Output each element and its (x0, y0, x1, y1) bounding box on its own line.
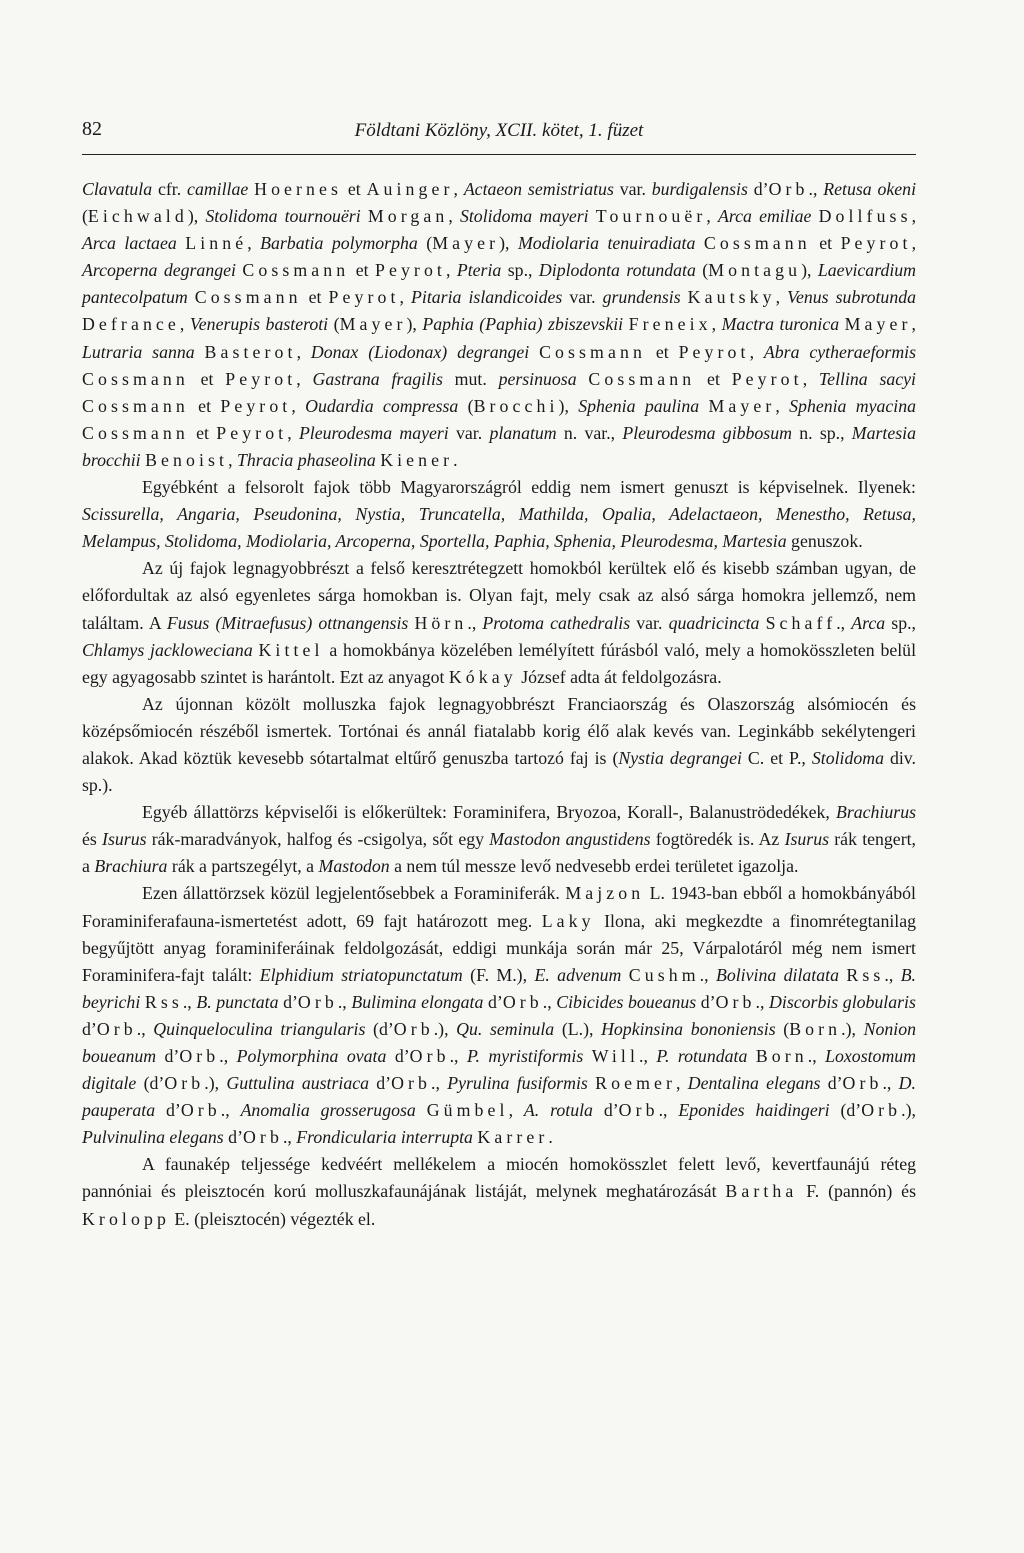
paragraph (82, 1151, 916, 1232)
taxon-name: Gastrana fragilis (312, 368, 443, 389)
author-name: Cossmann (703, 233, 811, 254)
taxon-name: Venerupis basteroti (189, 314, 329, 335)
author-name: Orb (861, 1100, 902, 1121)
taxon-name: Nystia degrangei (618, 747, 742, 768)
taxon-name: Oudardia compressa (305, 395, 459, 416)
text-run: fogtöredék is. Az (650, 829, 785, 850)
taxon-name: Eponides haidingeri (678, 1100, 830, 1121)
text-run: . (453, 449, 458, 470)
text-run: ), (406, 314, 423, 335)
taxon-name: Stolidoma mayeri (459, 206, 589, 227)
text-run: , (775, 395, 790, 416)
taxon-name: Bolivina dilatata (715, 964, 839, 985)
taxon-name: Fusus (Mitraefusus) ottnangensis (166, 612, 409, 633)
taxon-name: Chlamys jackloweciana (82, 639, 253, 660)
author-name: Rss (846, 964, 885, 985)
author-name: Brocchi (473, 395, 559, 416)
author-name: Cossmann (82, 422, 189, 443)
text-run: ., (542, 991, 557, 1012)
taxon-name: Arca emiliae (718, 206, 812, 227)
text-run: d’ (747, 179, 769, 199)
author-name: Orb (164, 1073, 205, 1094)
journal-title: Földtani Közlöny, XCII. kötet, 1. füzet (354, 120, 644, 141)
taxon-name: Donax (Liodonax) degrangei (310, 341, 530, 362)
author-name: Peyrot (840, 233, 912, 254)
author-name: Basterot (204, 341, 297, 362)
author-name: Orb (618, 1100, 659, 1121)
author-name: Cushm (628, 964, 700, 985)
text-run: (L.), (554, 1018, 602, 1039)
taxon-name: Actaeon semistriatus (463, 179, 614, 199)
taxon-name: Pulvinulina elegans (82, 1127, 224, 1148)
taxon-name: D. pauperata (82, 1073, 916, 1121)
taxon-name: Arca (851, 612, 886, 633)
taxon-name: B. beyrichi (82, 964, 916, 1012)
text-run: et (695, 368, 732, 389)
text-run: , (911, 206, 917, 227)
taxon-name: Pyrulina fusiformis (447, 1073, 588, 1094)
taxon-name: Pitaria islandicoides (411, 287, 563, 308)
text-run: , (296, 341, 311, 362)
taxon-name: camillae (187, 179, 249, 199)
text-run: rák a partszegélyt, a (167, 856, 319, 877)
text-run: ., (808, 179, 824, 199)
taxon-name: Pleurodesma gibbosum (622, 422, 792, 443)
text-run (529, 342, 539, 362)
taxon-name: Arcoperna degrangei (82, 260, 236, 281)
taxon-name: Elphidium striatopunctatum (259, 964, 463, 985)
taxon-name: Protoma cathedralis (482, 612, 631, 633)
text-run: , (508, 1100, 524, 1121)
text-run: ., (282, 1127, 297, 1148)
text-run: C. et P., (741, 747, 812, 768)
text-run: , (445, 260, 457, 281)
taxon-name: Mastodon angustidens (489, 829, 651, 850)
taxon-name: quadricincta (668, 612, 760, 633)
text-run (177, 233, 186, 253)
taxon-name: Martesia brocchii (82, 422, 917, 470)
text-run: , (706, 206, 719, 227)
taxon-name: Hopkinsina bononiensis (601, 1018, 776, 1039)
text-run: Az újonnan közölt molluszka fajok legnagyobbrészt Franciaország és Olaszország alsómiocén és középsőmiocén részéből ismertek. Tortónai és annál fiatalabb korig élő alak kevés van. Leginkább sekélytengeri alakok. Akad köztük kevesebb sótartalmat eltűrő genuszba tartozó faj is ( (82, 693, 916, 768)
author-name: Orb (243, 1127, 283, 1148)
text-run: rák-maradványok, halfog és -csigolya, sőt egy (146, 829, 490, 850)
taxon-name: Mastodon (318, 856, 390, 877)
taxon-name: Anomalia grosserugosa (240, 1100, 416, 1121)
author-name: Orb (180, 1100, 221, 1121)
text-run: , (296, 368, 313, 389)
paragraph (82, 474, 916, 555)
author-name: Kókay (448, 666, 517, 687)
author-name: Gümbel (426, 1100, 509, 1121)
author-name: Born (755, 1046, 808, 1066)
text-run (811, 206, 818, 226)
taxon-name: Sphenia myacina (789, 395, 916, 416)
taxon-name: A. rotula (523, 1100, 593, 1121)
taxon-name: Guttulina austriaca (226, 1073, 369, 1094)
text-run (695, 233, 704, 253)
text-run (699, 396, 708, 416)
running-header (82, 118, 916, 155)
taxon-name: Barbatia polymorpha (260, 233, 418, 254)
text-run: (F. M.), (462, 964, 535, 985)
author-name: Cossmann (242, 260, 350, 281)
paragraph (82, 880, 916, 1151)
text-run: ( (328, 314, 340, 335)
taxon-name: Isurus (102, 829, 147, 850)
taxon-name: Isurus (784, 829, 830, 850)
taxon-name: P. myristiformis (466, 1046, 584, 1066)
taxon-name: Frondicularia interrupta (296, 1127, 473, 1148)
taxon-name: P. rotundata (656, 1046, 748, 1066)
author-name: Auinger (366, 179, 454, 199)
text-run: , (291, 395, 306, 416)
text-run: d’ (386, 1046, 410, 1066)
text-run: .), (204, 1073, 227, 1094)
author-name: Peyrot (731, 368, 803, 389)
taxon-name: Lutraria sanna (82, 341, 195, 362)
text-run (583, 1046, 591, 1066)
text-run: ., (836, 612, 852, 633)
taxon-name: Mactra turonica (721, 314, 840, 335)
author-name: Cossmann (82, 368, 189, 389)
text-run: d’ (278, 991, 298, 1012)
text-run: , (911, 233, 917, 254)
text-run (747, 1046, 755, 1066)
text-run: genuszok. (786, 531, 863, 552)
text-run: , (775, 287, 788, 308)
author-name: Mayer (432, 233, 500, 254)
text-run: , (676, 1073, 688, 1094)
taxon-name: Pteria (456, 260, 502, 281)
text-run: ( (417, 233, 433, 254)
text-run: var. (613, 179, 652, 199)
taxon-name: Brachiurus (835, 802, 916, 823)
author-name: Peyrot (225, 368, 297, 389)
author-name: Peyrot (374, 260, 446, 281)
text-run: , (179, 314, 190, 335)
author-name: Orb (179, 1046, 220, 1066)
text-run: .), (433, 1018, 457, 1039)
taxon-name: Tellina sacyi (818, 368, 916, 389)
author-name: Karrer (477, 1127, 549, 1148)
text-run: Egyéb állattörzs képviselői is előkerültek: Foraminifera, Bryozoa, Korall-, Balanuströdedékek, (142, 802, 836, 823)
text-run: (d’ (365, 1018, 394, 1039)
author-name: Orb (391, 1073, 432, 1094)
taxon-name: Polymorphina ovata (236, 1046, 387, 1066)
taxon-name: Nonion boueanum (82, 1018, 916, 1066)
author-name: Born (789, 1018, 842, 1039)
text-run: div. sp.). (82, 747, 916, 796)
author-name: Peyrot (328, 287, 400, 308)
taxon-name: Cibicides boueanus (556, 991, 697, 1012)
author-name: Orb (842, 1073, 883, 1094)
taxon-name: Modiolaria tenuiradiata (517, 233, 696, 254)
taxon-name: Diplodonta rotundata (538, 260, 696, 281)
text-run: ., (639, 1046, 657, 1066)
paragraph (82, 555, 916, 690)
text-run: , (802, 368, 819, 389)
author-name: Schaff (765, 612, 837, 633)
text-run: ( (82, 206, 88, 227)
text-run: ), (499, 233, 518, 254)
text-run: Ezen állattörzsek közül legjelentősebbek a Foraminiferák. (142, 883, 566, 904)
text-run: ., (882, 1073, 899, 1094)
text-run: ., (337, 991, 352, 1012)
text-run (577, 369, 589, 389)
text-run: József adta át feldolgozásra. (516, 666, 722, 687)
text-run: , (911, 314, 916, 335)
author-name: Majzon (565, 883, 645, 904)
taxon-name: Discorbis globularis (769, 991, 916, 1012)
author-name: Kiener (380, 449, 454, 470)
author-name: Orb (297, 991, 338, 1012)
paragraph (82, 176, 916, 474)
author-name: Linné (185, 233, 248, 254)
author-name: Cossmann (194, 287, 302, 308)
text-run: ), (801, 260, 818, 281)
text-run: és (82, 829, 103, 850)
taxon-name: Arca lactaea (82, 233, 177, 254)
text-run: d’ (223, 1127, 243, 1148)
text-run: , (749, 341, 764, 362)
text-run: , (287, 422, 299, 443)
taxon-name: persinuosa (498, 368, 577, 389)
text-run (195, 342, 205, 362)
text-run: d’ (156, 1046, 180, 1066)
text-run: (d’ (136, 1073, 165, 1094)
text-run: , (399, 287, 412, 308)
text-run (188, 287, 195, 307)
text-run: ( (775, 1018, 790, 1039)
taxon-name: planatum (489, 422, 557, 443)
text-run: d’ (82, 1018, 97, 1039)
author-name: Laky (541, 910, 595, 931)
text-run: ., (220, 1100, 241, 1121)
text-run: et (645, 341, 679, 362)
text-run: A faunakép teljessége kedvéért mellékelem a miocén homokösszlet felett levő, kevertfaunájú réteg pannóniai és pleisztocén korú molluszkafaunájának listáját, melynek meghatározását (82, 1154, 916, 1202)
text-run: (d’ (829, 1100, 862, 1121)
taxon-name: E. advenum (534, 964, 622, 985)
text-run: rák tengert, a (82, 829, 917, 877)
taxon-name: Stolidoma (811, 747, 884, 768)
text-run: mut. (442, 368, 499, 389)
author-name: Kautsky (687, 287, 776, 308)
author-name: Freneix (628, 314, 712, 335)
text-run: d’ (155, 1100, 181, 1121)
text-run: d’ (369, 1073, 392, 1094)
taxon-name: Clavatula (82, 179, 153, 199)
author-name: Orb (715, 991, 756, 1012)
paragraph (82, 691, 916, 799)
text-run: Ilona, aki megkezdte a finomrétegtanilag begyűjtött anyag foraminiferáinak feldolgozását, eddigi munkája során már 25, Várpalotáról még nem ismert Foraminifera-fajt talált: (82, 910, 916, 985)
author-name: Orb (96, 1018, 137, 1039)
author-name: Hoernes (254, 179, 343, 199)
text-run: var. (562, 287, 603, 308)
text-run: et (188, 368, 226, 389)
author-name: Orb (768, 179, 809, 199)
text-run: a homokbánya közelében lemélyített fúrásból való, mely a homokösszleten belül egy agyagosabb szintet is harántolt. Ezt az anyagot (82, 639, 917, 687)
text-run (416, 1100, 427, 1120)
author-name: Cossmann (588, 368, 696, 389)
text-run: ( (458, 395, 474, 416)
author-name: Kittel (258, 639, 324, 660)
taxon-name: Venus subrotunda (787, 287, 916, 308)
text-run: ., (755, 991, 770, 1012)
taxon-name: grundensis (602, 287, 681, 308)
text-run: ., (431, 1073, 448, 1094)
text-run: et (810, 233, 841, 254)
taxon-name: Bulimina elongata (351, 991, 484, 1012)
text-run: , (711, 314, 722, 335)
text-run: a nem túl messze levő nedvesebb erdei területet igazolja. (389, 856, 799, 877)
author-name: Orb (409, 1046, 450, 1066)
author-name: Cossmann (539, 341, 646, 362)
text-run: var. (448, 422, 490, 443)
page-number: 82 (82, 118, 102, 140)
text-run (361, 206, 368, 226)
text-run: .), (901, 1100, 916, 1121)
author-name: Mayer (844, 314, 912, 335)
text-run: Az új fajok legnagyobbrészt a felső keresztrétegzett homokból kerültek elő és kisebb számban ugyan, de előfordultak az alsó egyenletes sárga homokban is. Olyan fajt, mely csak az alsó sárga homokra jellemző, nem találtam. A (82, 558, 916, 633)
author-name: Tournouër (595, 206, 707, 227)
text-run: sp., (885, 612, 917, 633)
text-run: E. (pleisztocén) végezték el. (169, 1208, 376, 1229)
author-name: Cossmann (82, 395, 189, 416)
author-name: Defrance (82, 314, 180, 335)
taxon-name: Pleurodesma mayeri (298, 422, 449, 443)
taxon-name: Loxostomum digitale (82, 1046, 917, 1094)
author-name: Benoist (145, 449, 229, 470)
text-run: Egyébként a felsorolt fajok több Magyarországról eddig nem ismert genuszt is képviselnek. Ilyenek: (142, 477, 916, 498)
author-name: Peyrot (220, 395, 292, 416)
taxon-name: Scissurella, Angaria, Pseudonina, Nystia, Truncatella, Mathilda, Opalia, Adelactaeon, Menestho, Retusa, Melampus, Stolidoma, Modiolaria, Arcoperna, Sportella, Paphia, Sphenia, Pleurodesma, Martesia (82, 504, 916, 552)
author-name: Mayer (708, 395, 776, 416)
author-name: Krolopp (82, 1208, 170, 1229)
author-name: Will (591, 1046, 640, 1066)
taxon-name: Laevicardium pantecolpatum (82, 260, 917, 308)
text-run: d’ (820, 1073, 843, 1094)
text-run: et (342, 179, 367, 199)
author-name: Morgan (367, 206, 449, 227)
text-run: n. var., (556, 422, 623, 443)
text-run: et (188, 422, 217, 443)
text-run: , (448, 206, 460, 227)
author-name: Montagu (708, 260, 802, 281)
text-run: ., (807, 1046, 826, 1066)
text-run: d’ (592, 1100, 619, 1121)
author-name: Orb (502, 991, 543, 1012)
text-run: .), (841, 1018, 864, 1039)
text-run: n. sp., (791, 422, 852, 443)
author-name: Orb (393, 1018, 434, 1039)
text-run: ., (467, 612, 483, 633)
taxon-name: Brachiura (94, 856, 168, 877)
taxon-name: Stolidoma tournouëri (205, 206, 361, 227)
taxon-name: burdigalensis (651, 179, 748, 199)
author-name: Rss (144, 991, 183, 1012)
author-name: Hörn (414, 612, 468, 633)
text-run: et (301, 287, 329, 308)
author-name: Peyrot (216, 422, 288, 443)
text-run: ., (449, 1046, 467, 1066)
text-run: ( (695, 260, 709, 281)
text-run: ), (558, 395, 579, 416)
author-name: Dollfuss (818, 206, 912, 227)
text-run: . (548, 1127, 553, 1148)
text-run (589, 206, 596, 226)
taxon-name: Sphenia paulina (578, 395, 700, 416)
text-run: , (453, 179, 464, 199)
author-name: Bartha (725, 1181, 798, 1202)
text-run: ., (699, 964, 716, 985)
paragraph (82, 799, 916, 880)
text-run: L. 1943-ban ebből a homokbányából Foraminiferafauna-ismertetést adott, 69 fajt határozott meg. (82, 883, 916, 931)
text-run: et (188, 395, 221, 416)
text-run: ., (884, 964, 901, 985)
text-run: ., (182, 991, 197, 1012)
text-run: ., (136, 1018, 154, 1039)
text-run: d’ (483, 991, 503, 1012)
taxon-name: Thracia phaseolina (236, 449, 376, 470)
taxon-name: Qu. seminula (456, 1018, 555, 1039)
text-run: , (228, 449, 237, 470)
taxon-name: B. punctata (196, 991, 279, 1012)
author-name: Eichwald (87, 206, 188, 227)
text-run (681, 287, 688, 307)
text-run: cfr. (152, 179, 188, 199)
text-run: et (349, 260, 375, 281)
text-run: ., (219, 1046, 237, 1066)
text-run: ., (658, 1100, 679, 1121)
taxon-name: Paphia (Paphia) zbiszevskii (422, 314, 624, 335)
text-run: d’ (696, 991, 716, 1012)
text-run: sp., (501, 260, 539, 281)
body-text (82, 176, 916, 1233)
taxon-name: Dentalina elegans (687, 1073, 821, 1094)
text-run: , (247, 233, 261, 254)
text-run: var. (630, 612, 669, 633)
author-name: Mayer (339, 314, 407, 335)
text-run: ), (187, 206, 206, 227)
text-run: F. (pannón) és (797, 1181, 916, 1202)
taxon-name: Quinqueloculina triangularis (153, 1018, 366, 1039)
text-run (621, 965, 628, 985)
taxon-name: Retusa okeni (823, 179, 917, 199)
author-name: Peyrot (678, 341, 750, 362)
author-name: Roemer (595, 1073, 676, 1094)
taxon-name: Abra cytheraeformis (763, 341, 917, 362)
